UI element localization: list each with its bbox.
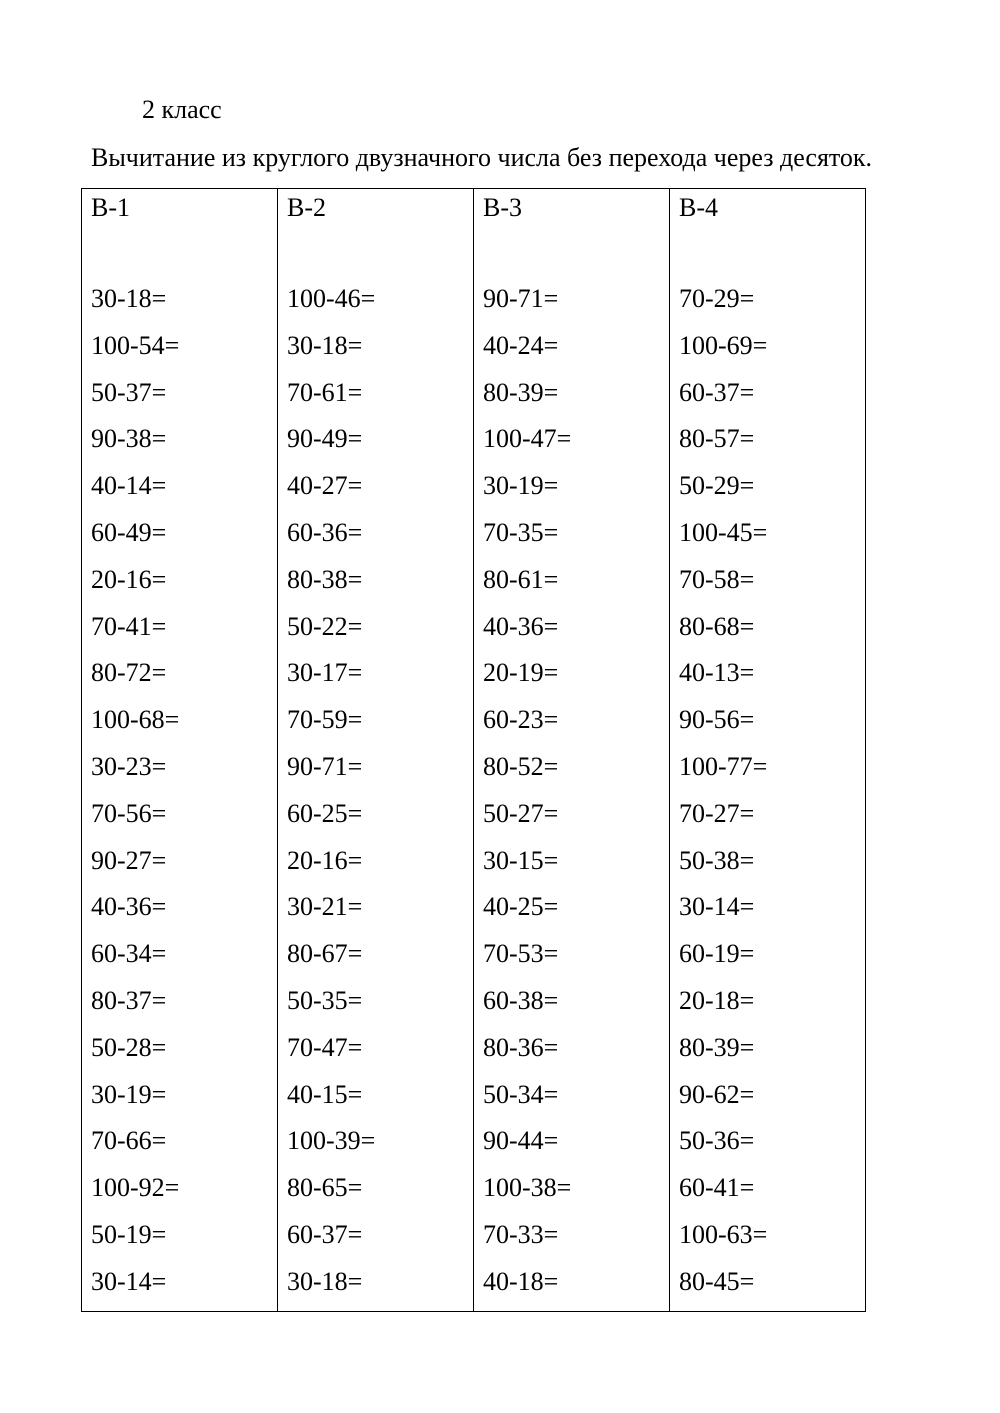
problem-list — [287, 283, 375, 1313]
problem-item: 50-38= — [679, 845, 755, 875]
problem-item: 80-57= — [679, 424, 755, 454]
problem-item: 100-38= — [483, 1173, 572, 1203]
problem-item: 70-47= — [287, 1032, 363, 1062]
problem-item: 40-24= — [483, 330, 559, 360]
problem-item: 90-27= — [91, 845, 167, 875]
problem-item: 80-72= — [91, 658, 167, 688]
problem-item: 60-49= — [91, 517, 167, 547]
problem-item: 60-41= — [679, 1173, 755, 1203]
problem-item: 60-23= — [483, 705, 559, 735]
problem-item: 80-37= — [91, 985, 167, 1015]
problem-item: 50-36= — [679, 1126, 755, 1156]
problem-item: 30-15= — [483, 845, 559, 875]
variant-column-4 — [670, 189, 866, 1312]
problem-item: 70-29= — [679, 284, 755, 313]
problem-item: 70-59= — [287, 705, 363, 735]
problem-item: 40-18= — [483, 1266, 559, 1296]
problem-item: 100-47= — [483, 424, 572, 454]
problem-item: 40-14= — [91, 471, 167, 501]
problem-item: 30-14= — [91, 1266, 167, 1296]
problem-item: 100-45= — [679, 517, 768, 547]
problem-item: 80-38= — [287, 564, 363, 594]
variants-table — [81, 188, 866, 1312]
problem-item: 80-45= — [679, 1266, 755, 1296]
problem-item: 30-18= — [287, 1266, 363, 1296]
variants-row — [82, 189, 866, 1312]
problem-item: 70-53= — [483, 939, 559, 969]
problem-item: 80-52= — [483, 751, 559, 781]
problem-item: 100-69= — [679, 330, 768, 360]
problem-item: 30-18= — [287, 330, 363, 360]
problem-item: 80-61= — [483, 564, 559, 594]
problem-item: 90-38= — [91, 424, 167, 454]
problem-item: 80-68= — [679, 611, 755, 641]
grade-label: 2 класс — [142, 95, 222, 124]
problem-item: 80-39= — [483, 377, 559, 407]
problem-item: 60-37= — [679, 377, 755, 407]
problem-item: 50-19= — [91, 1219, 167, 1249]
problem-item: 100-63= — [679, 1219, 768, 1249]
problem-item: 100-77= — [679, 751, 768, 781]
problem-item: 30-19= — [91, 1079, 167, 1109]
problem-item: 60-34= — [91, 939, 167, 969]
problem-item: 60-25= — [287, 798, 363, 828]
problem-item: 20-16= — [287, 845, 363, 875]
problem-item: 40-15= — [287, 1079, 363, 1109]
problem-item: 70-27= — [679, 798, 755, 828]
problem-item: 70-58= — [679, 564, 755, 594]
problem-item: 90-44= — [483, 1126, 559, 1156]
problem-item: 30-17= — [287, 658, 363, 688]
problem-item: 80-65= — [287, 1173, 363, 1203]
problem-item: 60-19= — [679, 939, 755, 969]
problem-list — [679, 283, 767, 1313]
problem-item: 100-92= — [91, 1173, 180, 1203]
problem-item: 50-35= — [287, 985, 363, 1015]
problem-item: 30-23= — [91, 751, 167, 781]
problem-item: 70-33= — [483, 1219, 559, 1249]
problem-item: 40-25= — [483, 892, 559, 922]
problem-item: 100-54= — [91, 330, 180, 360]
problem-item: 30-21= — [287, 892, 363, 922]
problem-item: 50-22= — [287, 611, 363, 641]
problem-item: 50-27= — [483, 798, 559, 828]
problem-item: 40-13= — [679, 658, 755, 688]
worksheet-title: Вычитание из круглого двузначного числа без перехода через десяток. — [91, 143, 873, 172]
variant-heading: В-4 — [679, 193, 718, 222]
problem-item: 70-56= — [91, 798, 167, 828]
problem-item: 50-37= — [91, 377, 167, 407]
problem-item: 70-61= — [287, 377, 363, 407]
problem-item: 90-49= — [287, 424, 363, 454]
problem-item: 100-46= — [287, 284, 376, 313]
problem-item: 70-41= — [91, 611, 167, 641]
problem-item: 70-66= — [91, 1126, 167, 1156]
problem-item: 50-28= — [91, 1032, 167, 1062]
variant-column-1 — [82, 189, 278, 1312]
problem-item: 30-14= — [679, 892, 755, 922]
problem-item: 30-18= — [91, 284, 167, 313]
problem-item: 80-39= — [679, 1032, 755, 1062]
problem-list — [483, 283, 571, 1313]
problem-item: 20-16= — [91, 564, 167, 594]
problem-item: 30-19= — [483, 471, 559, 501]
problem-item: 70-35= — [483, 517, 559, 547]
problem-item: 60-36= — [287, 517, 363, 547]
variant-column-2 — [278, 189, 474, 1312]
problem-list — [91, 283, 179, 1313]
variant-column-3 — [474, 189, 670, 1312]
problem-item: 80-67= — [287, 939, 363, 969]
problem-item: 90-71= — [483, 284, 559, 313]
problem-item: 60-37= — [287, 1219, 363, 1249]
problem-item: 20-18= — [679, 985, 755, 1015]
problem-item: 100-39= — [287, 1126, 376, 1156]
problem-item: 90-71= — [287, 751, 363, 781]
problem-item: 40-36= — [91, 892, 167, 922]
problem-item: 80-36= — [483, 1032, 559, 1062]
problem-item: 40-36= — [483, 611, 559, 641]
variant-heading: В-3 — [483, 193, 522, 222]
problem-item: 100-68= — [91, 705, 180, 735]
problem-item: 20-19= — [483, 658, 559, 688]
problem-item: 60-38= — [483, 985, 559, 1015]
problem-item: 90-62= — [679, 1079, 755, 1109]
variant-heading: В-2 — [287, 193, 326, 222]
problem-item: 50-34= — [483, 1079, 559, 1109]
problem-item: 90-56= — [679, 705, 755, 735]
variant-heading: В-1 — [91, 193, 130, 222]
problem-item: 50-29= — [679, 471, 755, 501]
problem-item: 40-27= — [287, 471, 363, 501]
